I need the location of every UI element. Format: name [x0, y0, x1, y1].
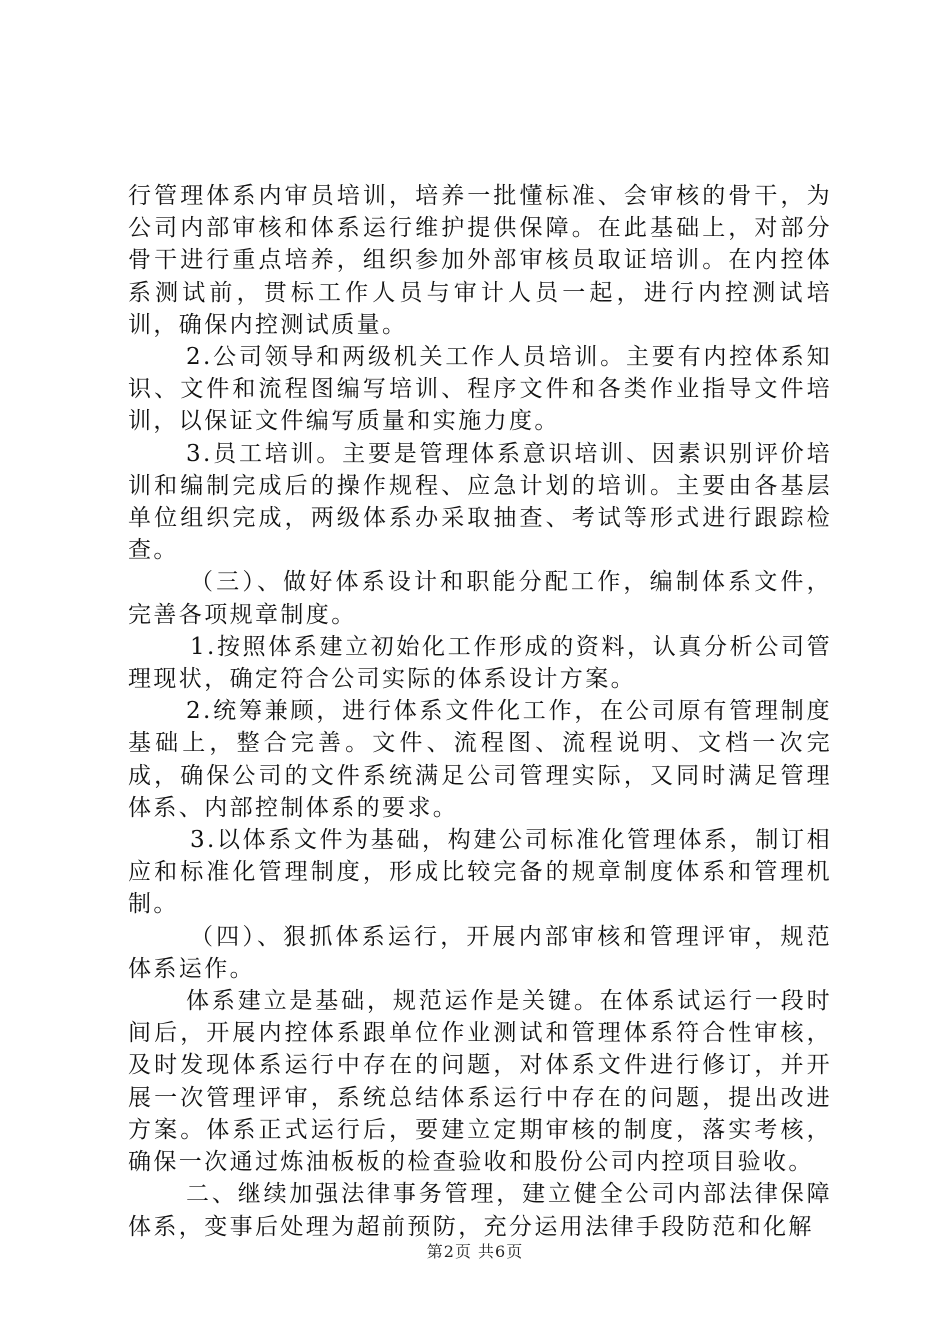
section-heading-four: （四）、狠抓体系运行，开展内部审核和管理评审，规范体系运作。 [128, 923, 832, 982]
paragraph-training-continuation: 行管理体系内审员培训，培养一批懂标准、会审核的骨干，为公司内部审核和体系运行维护提供保障。在此基础上，对部分骨干进行重点培养，组织参加外部审核员取证培训。在内控体系测试前，贯标工作人员与审计人员一起，进行内控测试培训，确保内控测试质量。 [128, 183, 832, 338]
paragraph-documentation: 2.统筹兼顾，进行体系文件化工作，在公司原有管理制度基础上，整合完善。文件、流程图、流程说明、文档一次完成，确保公司的文件系统满足公司管理实际，又同时满足管理体系、内部控制体系的要求。 [128, 698, 832, 821]
section-heading-three: （三）、做好体系设计和职能分配工作，编制体系文件，完善各项规章制度。 [128, 569, 832, 628]
paragraph-leadership-training: 2.公司领导和两级机关工作人员培训。主要有内控体系知识、文件和流程图编写培训、程序文件和各类作业指导文件培训，以保证文件编写质量和实施力度。 [128, 344, 832, 435]
paragraph-staff-training: 3.员工培训。主要是管理体系意识培训、因素识别评价培训和编制完成后的操作规程、应急计划的培训。主要由各基层单位组织完成，两级体系办采取抽查、考试等形式进行跟踪检查。 [128, 440, 832, 564]
paragraph-standardization: 3.以体系文件为基础，构建公司标准化管理体系，制订相应和标准化管理制度，形成比较完备的规章制度体系和管理机制。 [128, 827, 832, 918]
paragraph-legal-affairs: 二、继续加强法律事务管理，建立健全公司内部法律保障体系，变事后处理为超前预防，充分运用法律手段防范和化解 [128, 1181, 832, 1240]
page-number-footer: 第2页 共6页 [426, 1242, 524, 1261]
document-body [128, 180, 832, 1243]
paragraph-system-operation: 体系建立是基础，规范运作是关键。在体系试运行一段时间后，开展内控体系跟单位作业测试和管理体系符合性审核，及时发现体系运行中存在的问题，对体系文件进行修订，并开展一次管理评审，系统总结体系运行中存在的问题，提出改进方案。体系正式运行后，要建立定期审核的制度，落实考核，确保一次通过炼油板板的检查验收和股份公司内控项目验收。 [128, 988, 832, 1176]
paragraph-design-plan: 1.按照体系建立初始化工作形成的资料，认真分析公司管理现状，确定符合公司实际的体系设计方案。 [128, 633, 832, 693]
